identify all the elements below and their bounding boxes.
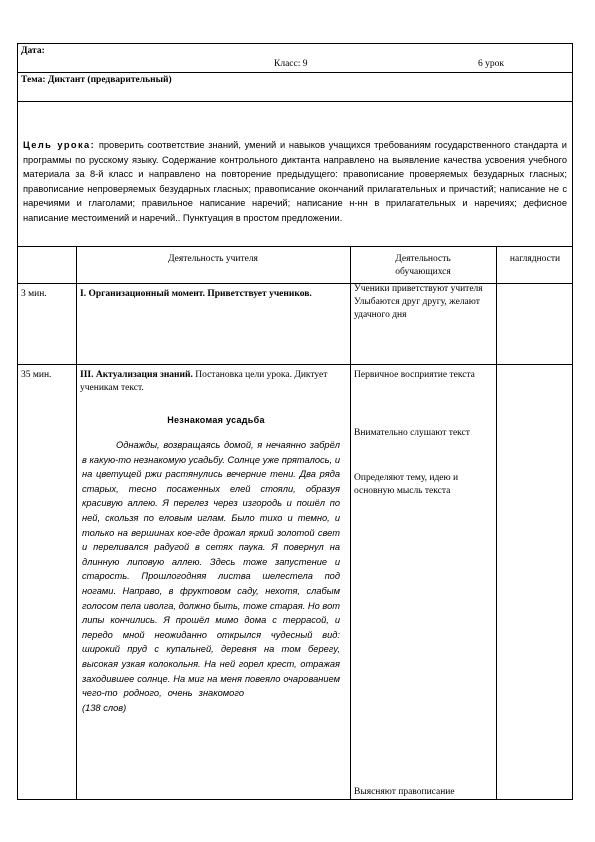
row2-student-3: Определяют тему, идею и основную мысль текста <box>354 473 459 496</box>
goal-label: Цель урока: <box>23 140 96 150</box>
goal-text: проверить соответствие знаний, умений и навыков учащихся требованиям государственного стандарта и программы по русскому языку. Содержание контрольного диктанта направлено на выявление качества усвоения учебного материала за 8-й класс и направлено на повторение предыдущего: правописание проверяемых безударных гласных; правописание непроверяемых безударных гласных; правописание окончаний прилагательных и причастий; написание не с наречиями и глаголами; правильное написание наречий; написание н-нн в прилагательных и наречиях; дефисное написание местоимений и наречий.. Пунктуация в простом предложении. <box>23 140 567 223</box>
dictation-word-count: (138 слов) <box>82 702 127 713</box>
date-label: Дата: <box>21 46 45 56</box>
row2-student-4: Выясняют правописание <box>354 787 455 797</box>
goal-row <box>18 102 572 247</box>
col-divider <box>76 247 77 799</box>
header-topic-row <box>18 73 572 102</box>
header-visuals: наглядности <box>509 254 561 264</box>
student-activity: Ученики приветствуют учителя <box>354 284 483 294</box>
row2-teacher-title: III. Актуализация знаний. <box>80 370 193 380</box>
goal-paragraph <box>23 138 567 226</box>
row2-student-2: Внимательно слушают текст <box>354 428 470 438</box>
row1-teacher: I. Организационный момент. Приветствует учеников. <box>80 289 312 299</box>
dictation-title: Незнакомая усадьба <box>167 415 265 425</box>
col-divider <box>496 247 497 799</box>
row2-teacher-rest: Постановка цели урока. Диктует ученикам текст. <box>80 370 328 393</box>
header-date-row <box>18 44 572 73</box>
row2-teacher <box>80 369 345 395</box>
row1-students <box>354 283 492 322</box>
class-label: Класс: 9 <box>274 59 308 69</box>
row-divider <box>18 364 572 365</box>
dictation-body: Однажды, возвращаясь домой, я нечаянно забрёл в какую-то незнакомую усадьбу. Солнце уже пряталось, и на цветущей ржи растянулись вечерние тени. Два ряда старых, тесно посаженных елей стояли, образуя красивую аллею. Я перелез через изгородь и пошёл по ней, скользя по еловым иглам. Было тихо и темно, и только на вершинах кое-где дрожал яркий золотой свет и переливался радугой в сетях паука. Я повернул на длинную липовую аллею. Здесь тоже запустение и старость. Прошлогодняя листва шелестела под ногами. Направо, в фруктовом саду, нехотя, слабым голосом пела иволга, должно быть, тоже старая. Но вот липы кончились. Я прошёл мимо дома с террасой, и передо мной неожиданно открылся чудесный вид: широкий пруд с купальней, деревня на том берегу, высокая узкая колокольня. На ней горел крест, отражая заходившее солнце. На миг на меня повеяло очарованием чего-то родного, очень знакомого <box>82 440 340 699</box>
row2-student-1: Первичное восприятие текста <box>354 370 475 380</box>
student-activity: Улыбаются друг другу, желают удачного дня <box>354 297 480 320</box>
row2-time: 35 мин. <box>21 370 52 380</box>
dictation-text <box>82 438 340 715</box>
lesson-number: 6 урок <box>478 59 504 69</box>
topic-label: Тема: Диктант (предварительный) <box>21 75 172 85</box>
col-divider <box>350 247 351 799</box>
header-teacher: Деятельность учителя <box>168 254 258 264</box>
row1-time: 3 мин. <box>21 289 47 299</box>
header-students: Деятельность обучающихся <box>395 254 451 277</box>
